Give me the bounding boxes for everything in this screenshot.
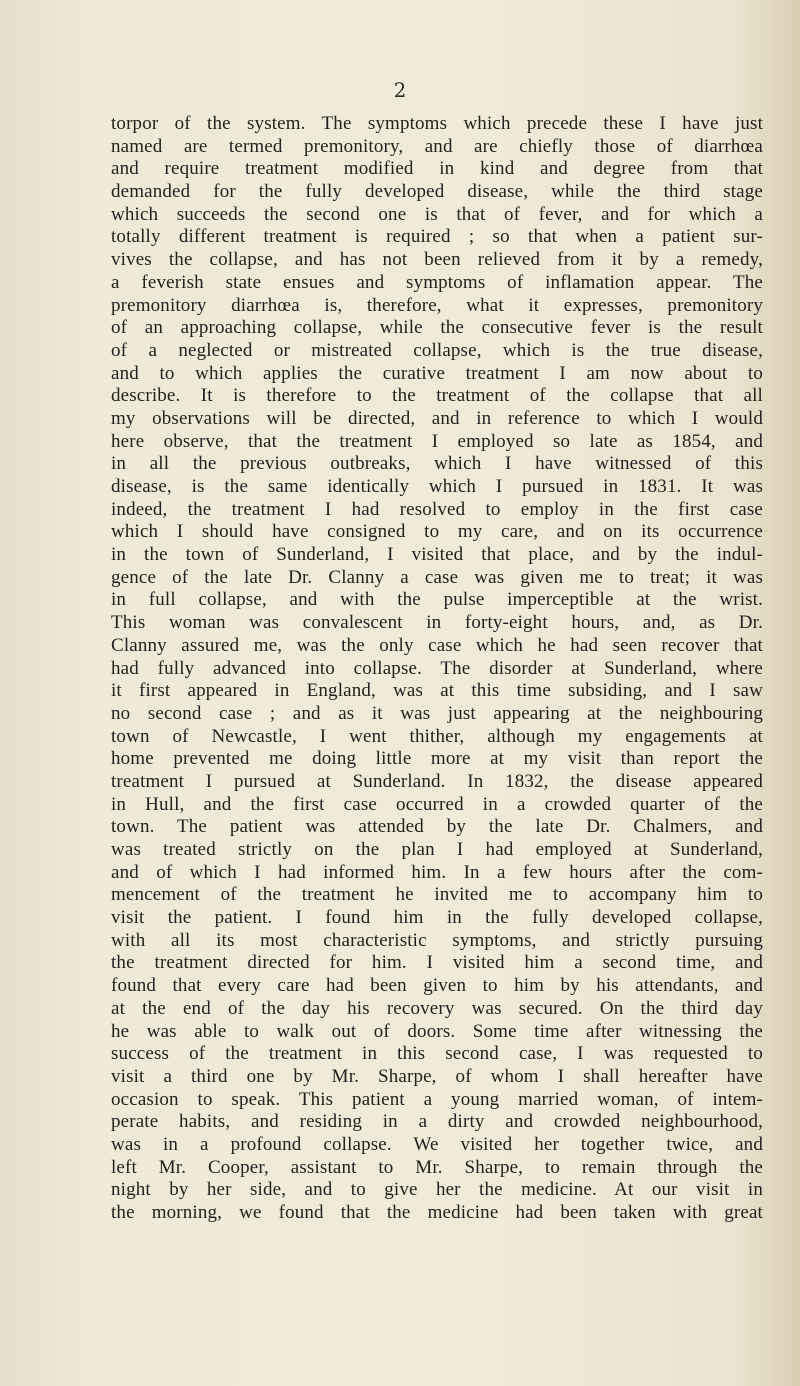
text-line: here observe, that the treatment I employed so late as 1854, and	[111, 430, 763, 452]
text-line: torpor of the system. The symptoms which precede these I have just	[111, 113, 763, 134]
text-line: of a neglected or mistreated collapse, which is the true disease,	[111, 339, 763, 361]
text-line: and of which I had informed him. In a few hours after the com-	[111, 861, 763, 883]
text-line: no second case ; and as it was just appearing at the neighbouring	[111, 702, 763, 724]
text-line: a feverish state ensues and symptoms of inflamation appear. The	[111, 271, 763, 293]
text-line: town. The patient was attended by the late Dr. Chalmers, and	[111, 816, 763, 838]
text-line: in full collapse, and with the pulse imperceptible at the wrist.	[111, 589, 763, 611]
text-line: with all its most characteristic symptoms, and strictly pursuing	[111, 929, 763, 951]
text-line: gence of the late Dr. Clanny a case was given me to treat; it was	[111, 566, 763, 588]
text-line: was in a profound collapse. We visited her together twice, and	[111, 1133, 763, 1155]
text-line: describe. It is therefore to the treatment of the collapse that all	[111, 385, 763, 407]
text-line: the morning, we found that the medicine had been taken with great	[111, 1202, 763, 1223]
text-line: success of the treatment in this second case, I was requested to	[111, 1043, 763, 1065]
text-line: home prevented me doing little more at my visit than report the	[111, 748, 763, 770]
text-line: Clanny assured me, was the only case which he had seen recover that	[111, 634, 763, 656]
text-line: visit the patient. I found him in the fully developed collapse,	[111, 907, 763, 929]
text-line: named are termed premonitory, and are chiefly those of diarrhœa	[111, 135, 763, 157]
text-line: which I should have consigned to my care, and on its occurrence	[111, 521, 763, 543]
text-line: perate habits, and residing in a dirty and crowded neighbourhood,	[111, 1111, 763, 1133]
text-line: had fully advanced into collapse. The disorder at Sunderland, where	[111, 657, 763, 679]
text-line: in all the previous outbreaks, which I have witnessed of this	[111, 453, 763, 475]
text-line: it first appeared in England, was at this time subsiding, and I saw	[111, 680, 763, 702]
text-line: treatment I pursued at Sunderland. In 1832, the disease appeared	[111, 770, 763, 792]
text-line: disease, is the same identically which I pursued in 1831. It was	[111, 476, 763, 497]
text-line: was treated strictly on the plan I had employed at Sunderland,	[111, 839, 763, 860]
text-line: and require treatment modified in kind and degree from that	[111, 158, 763, 180]
text-line: This woman was convalescent in forty-eight hours, and, as Dr.	[111, 612, 763, 634]
text-line: vives the collapse, and has not been relieved from it by a remedy,	[111, 249, 763, 271]
text-line: visit a third one by Mr. Sharpe, of whom I shall hereafter have	[111, 1065, 763, 1087]
body-text	[111, 113, 763, 1225]
text-line: my observations will be directed, and in reference to which I would	[111, 407, 763, 429]
text-line: indeed, the treatment I had resolved to employ in the first case	[111, 498, 763, 520]
text-line: night by her side, and to give her the medicine. At our visit in	[111, 1179, 763, 1201]
text-line: the treatment directed for him. I visited him a second time, and	[111, 952, 763, 974]
text-line: premonitory diarrhœa is, therefore, what it expresses, premonitory	[111, 294, 763, 316]
text-line: and to which applies the curative treatment I am now about to	[111, 362, 763, 384]
text-line: in the town of Sunderland, I visited that place, and by the indul-	[111, 544, 763, 566]
text-line: totally different treatment is required ; so that when a patient sur-	[111, 226, 763, 248]
text-line: demanded for the fully developed disease, while the third stage	[111, 181, 763, 203]
text-line: in Hull, and the first case occurred in a crowded quarter of the	[111, 793, 763, 815]
text-line: of an approaching collapse, while the consecutive fever is the result	[111, 317, 763, 339]
text-line: found that every care had been given to him by his attendants, and	[111, 975, 763, 997]
text-line: occasion to speak. This patient a young married woman, of intem-	[111, 1088, 763, 1110]
text-line: which succeeds the second one is that of fever, and for which a	[111, 203, 763, 225]
text-line: left Mr. Cooper, assistant to Mr. Sharpe, to remain through the	[111, 1156, 763, 1178]
text-line: he was able to walk out of doors. Some time after witnessing the	[111, 1020, 763, 1042]
text-line: mencement of the treatment he invited me to accompany him to	[111, 884, 763, 906]
text-line: town of Newcastle, I went thither, although my engagements at	[111, 725, 763, 747]
text-line: at the end of the day his recovery was secured. On the third day	[111, 997, 763, 1019]
page-number: 2	[393, 78, 407, 102]
